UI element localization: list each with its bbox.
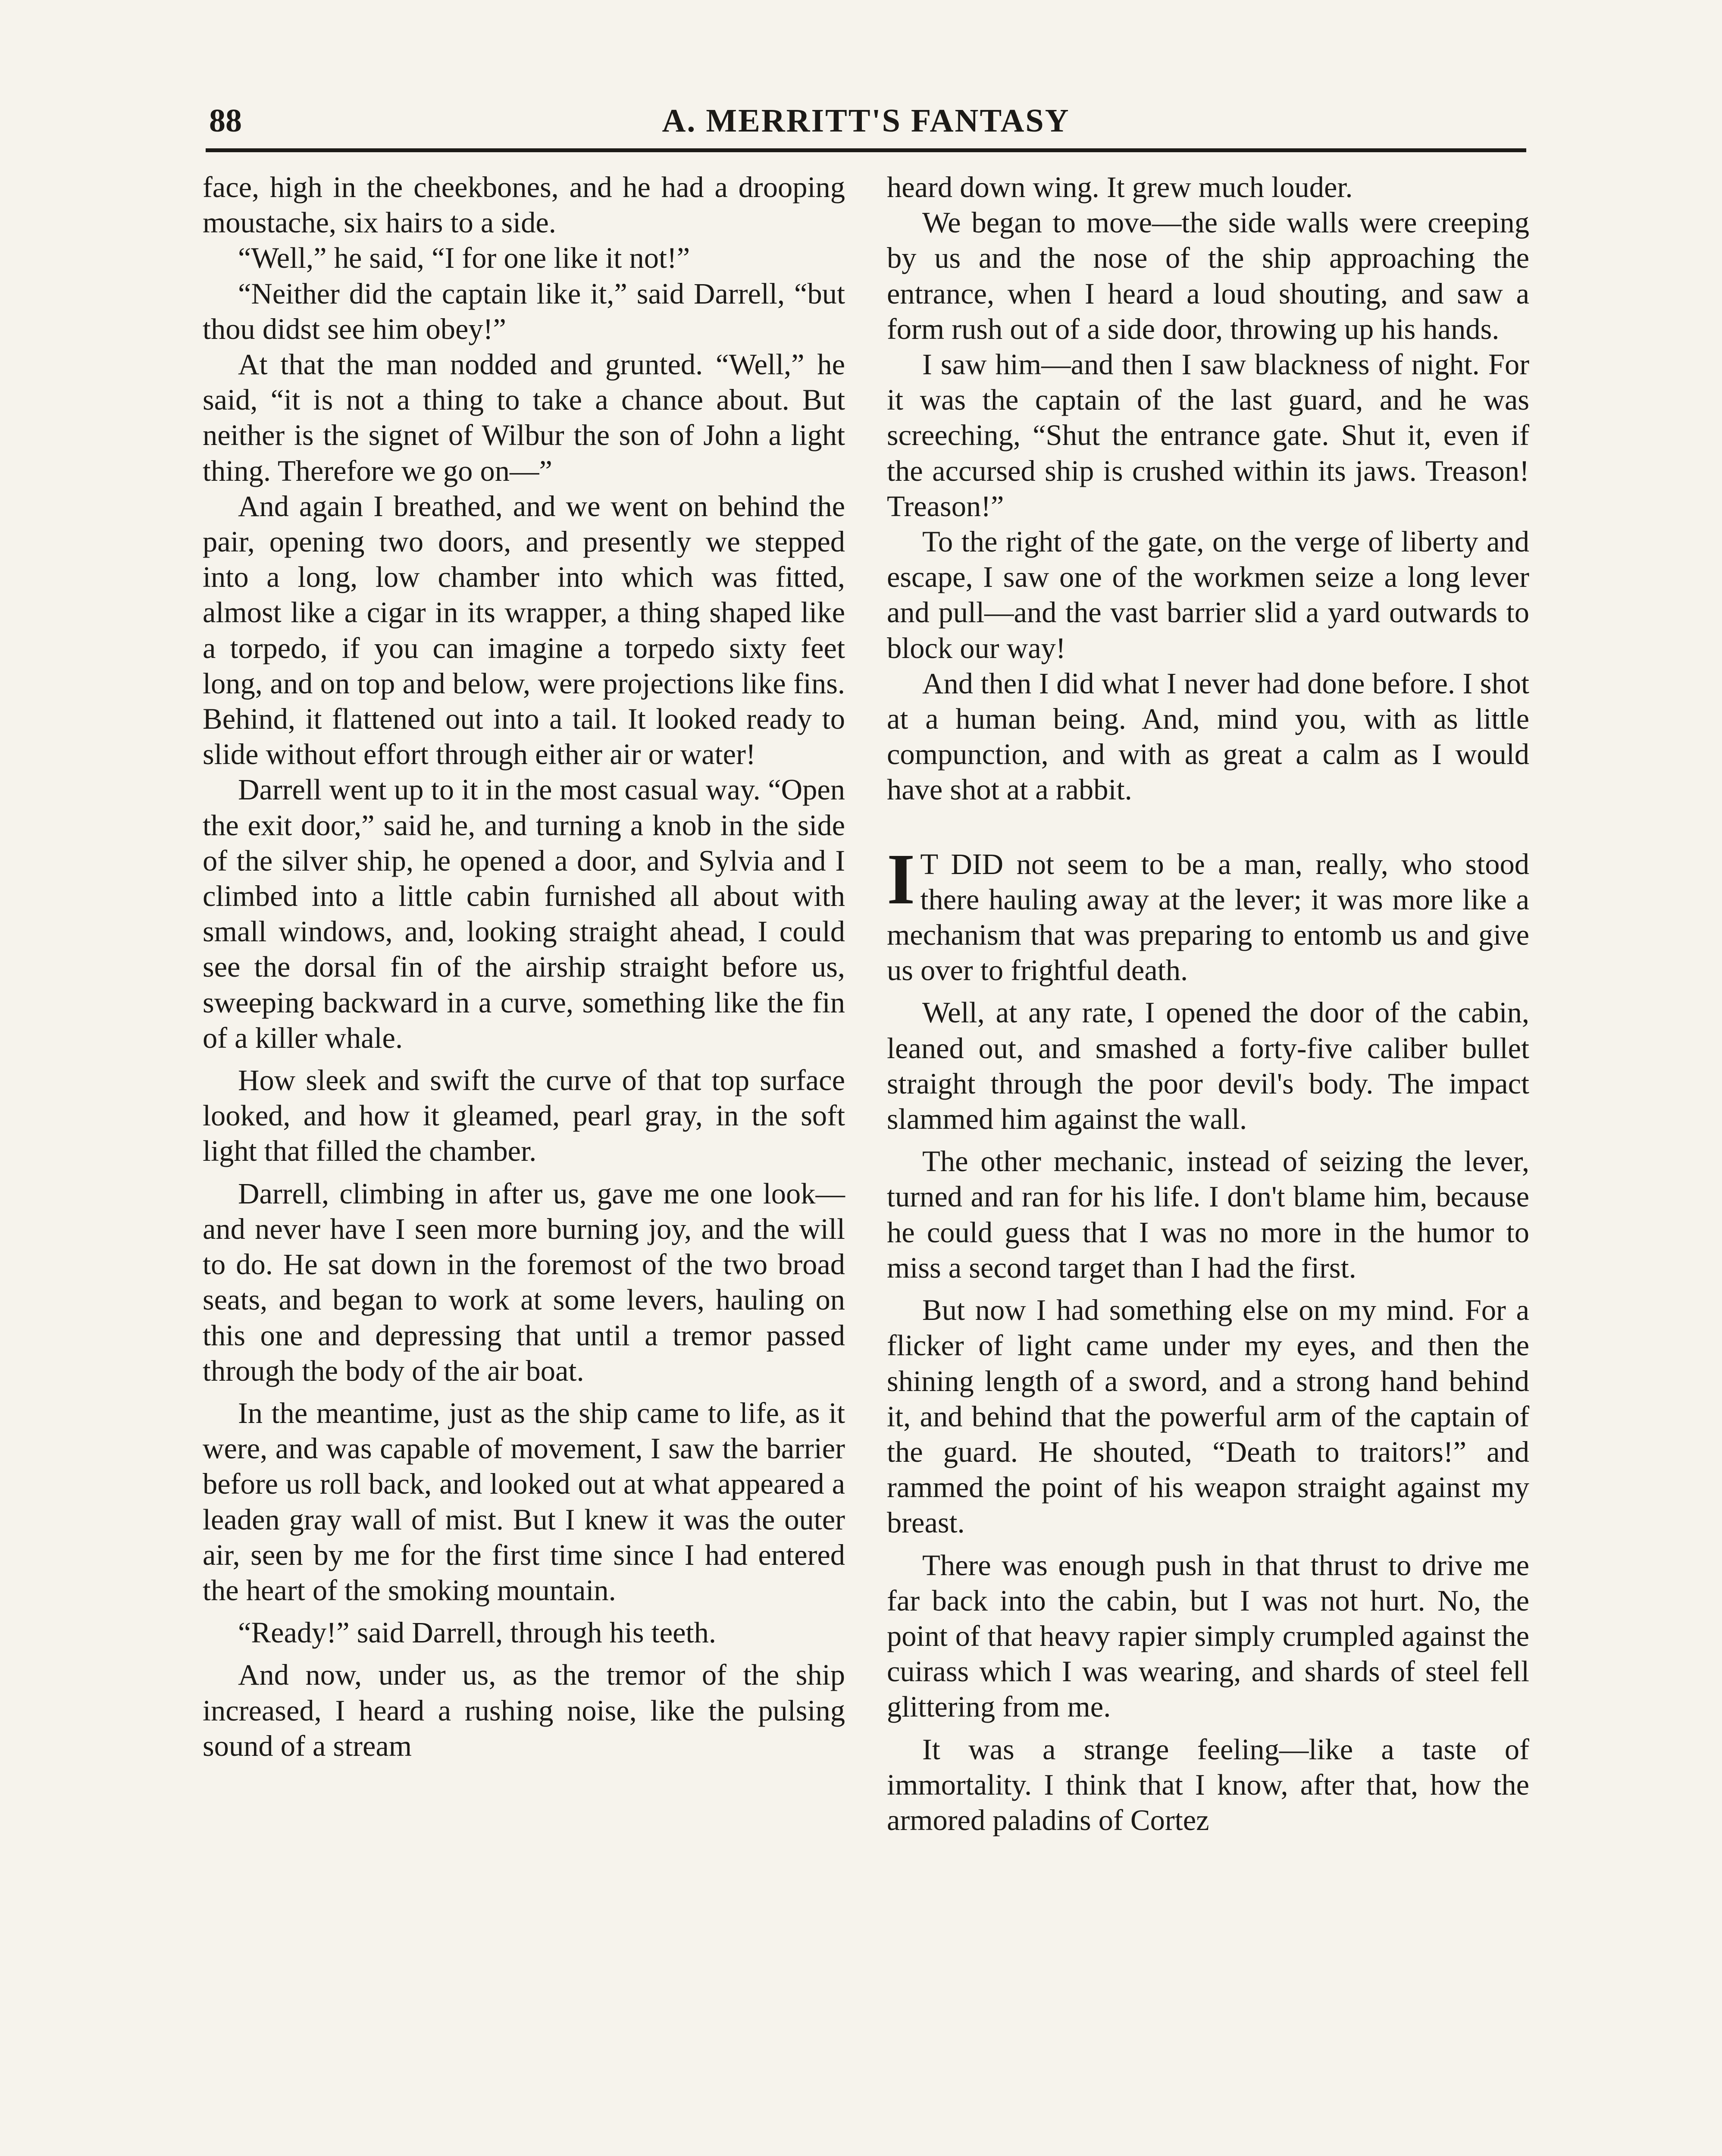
right-column (887, 169, 1529, 1845)
section-opening-text: T DID not seem to be a man, really, who stood there hauling away at the lever; it was more like a mechanism that was preparing to entomb us and give us over to frightful death. (887, 847, 1529, 987)
paragraph: We began to move—the side walls were creeping by us and the nose of the ship approaching the entrance, when I heard a loud shouting, and saw a form rush out of a side door, throwing up his hands. (887, 206, 1529, 345)
paragraph: “Neither did the captain like it,” said Darrell, “but thou didst see him obey!” (203, 277, 845, 345)
running-title: A. MERRITT'S FANTASY (662, 103, 1070, 139)
page-number: 88 (209, 103, 242, 139)
paragraph: At that the man nodded and grunted. “Well,” he said, “it is not a thing to take a chance about. But neither is the signet of Wilbur the son of John a light thing. Therefore we go on—” (203, 348, 845, 487)
paragraph: There was enough push in that thrust to drive me far back into the cabin, but I was not hurt. No, the point of that heavy rapier simply crumpled against the cuirass which I was wearing, and shards of steel fell glittering from me. (887, 1548, 1529, 1724)
paragraph: How sleek and swift the curve of that top surface looked, and how it gleamed, pearl gray, in the soft light that filled the chamber. (203, 1064, 845, 1168)
paragraph: And then I did what I never had done before. I shot at a human being. And, mind you, with as little compunction, and with as great a calm as I would have shot at a rabbit. (887, 667, 1529, 806)
paragraph: In the meantime, just as the ship came to life, as it were, and was capable of movement, I saw the barrier before us roll back, and looked out at what appeared a leaden gray wall of mist. But I knew it was the outer air, seen by me for the first time since I had entered the heart of the smoking mountain. (203, 1396, 845, 1607)
paragraph: I saw him—and then I saw blackness of night. For it was the captain of the last guard, and he was screeching, “Shut the entrance gate. Shut it, even if the accursed ship is crushed within its jaws. Treason! Treason!” (887, 348, 1529, 523)
paragraph: Darrell, climbing in after us, gave me one look—and never have I seen more burning joy, and the will to do. He sat down in the foremost of the two broad seats, and began to work at some levers, hauling on this one and depressing that until a tremor passed through the body of the air boat. (203, 1177, 845, 1387)
section-opening-paragraph (887, 839, 1529, 988)
paragraph: And again I breathed, and we went on behind the pair, opening two doors, and presently we stepped into a long, low chamber into which was fitted, almost like a cigar in its wrapper, a thing shaped like a torpedo, if you can imagine a torpedo sixty feet long, and on top and below, were projections like fins. Behind, it flattened out into a tail. It looked ready to slide without effort through either air or water! (203, 489, 845, 771)
paragraph: It was a strange feeling—like a taste of immortality. I think that I know, after that, how the armored paladins of Cortez (887, 1733, 1529, 1836)
paragraph: “Well,” he said, “I for one like it not!” (238, 241, 690, 275)
paragraph: Well, at any rate, I opened the door of the cabin, leaned out, and smashed a forty-five caliber bullet straight through the poor devil's body. The impact slammed him against the wall. (887, 996, 1529, 1136)
paragraph: But now I had something else on my mind. For a flicker of light came under my eyes, and then the shining length of a sword, and a strong hand behind it, and behind that the powerful arm of the captain of the guard. He shouted, “Death to traitors!” and rammed the point of his weapon straight against my breast. (887, 1294, 1529, 1539)
paragraph: face, high in the cheekbones, and he had a drooping moustache, six hairs to a side. (203, 171, 845, 239)
left-column (203, 169, 845, 1771)
page-header (206, 100, 1526, 141)
paragraph: Darrell went up to it in the most casual way. “Open the exit door,” said he, and turning a knob in the side of the silver ship, he opened a door, and Sylvia and I climbed into a little cabin furnished all about with small windows, and, looking straight ahead, I could see the dorsal fin of the airship straight before us, sweeping backward in a curve, something like the fin of a killer whale. (203, 773, 845, 1054)
paragraph: To the right of the gate, on the verge of liberty and escape, I saw one of the workmen seize a long lever and pull—and the vast barrier slid a yard outwards to block our way! (887, 525, 1529, 664)
header-rule (206, 148, 1526, 152)
paragraph: “Ready!” said Darrell, through his teeth. (238, 1616, 716, 1649)
drop-cap: I (887, 839, 915, 919)
paragraph: And now, under us, as the tremor of the ship increased, I heard a rushing noise, like the pulsing sound of a stream (203, 1658, 845, 1762)
paragraph: heard down wing. It grew much louder. (887, 171, 1353, 204)
paragraph: The other mechanic, instead of seizing the lever, turned and ran for his life. I don't blame him, because he could guess that I was no more in the humor to miss a second target than I had the first. (887, 1145, 1529, 1284)
